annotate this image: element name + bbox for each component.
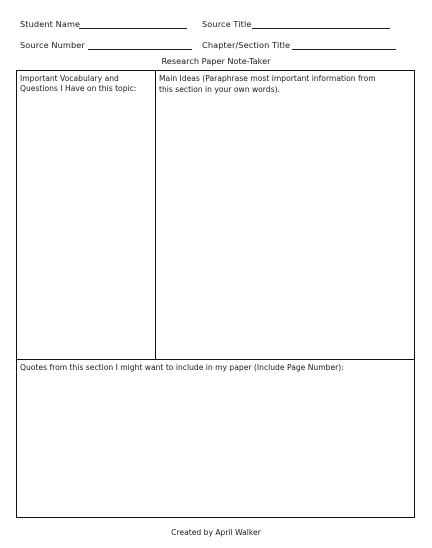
vocabulary-prompt-line2: Questions I Have on this topic: <box>20 84 137 93</box>
main-ideas-box[interactable] <box>155 70 415 360</box>
chapter-section-line[interactable] <box>292 49 396 50</box>
chapter-section-label: Chapter/Section Title <box>202 40 291 50</box>
page-title: Research Paper Note-Taker <box>161 56 271 66</box>
source-number-label: Source Number <box>20 40 85 50</box>
source-title-line[interactable] <box>252 28 390 29</box>
quotes-prompt: Quotes from this section I might want to include in my paper (Include Page Number): <box>20 363 344 372</box>
source-title-label: Source Title <box>202 19 252 29</box>
main-ideas-line2: this section in your own words). <box>159 85 280 94</box>
main-ideas-line1: Main Ideas (Paraphrase most important information from <box>159 74 376 83</box>
quotes-box[interactable] <box>16 359 415 518</box>
source-number-line[interactable] <box>88 49 192 50</box>
vocabulary-box[interactable] <box>16 70 156 360</box>
footer-credit: Created by April Walker <box>171 528 261 537</box>
vocabulary-prompt-line1: Important Vocabulary and <box>20 74 119 83</box>
student-name-label: Student Name <box>20 19 81 29</box>
student-name-line[interactable] <box>79 28 187 29</box>
